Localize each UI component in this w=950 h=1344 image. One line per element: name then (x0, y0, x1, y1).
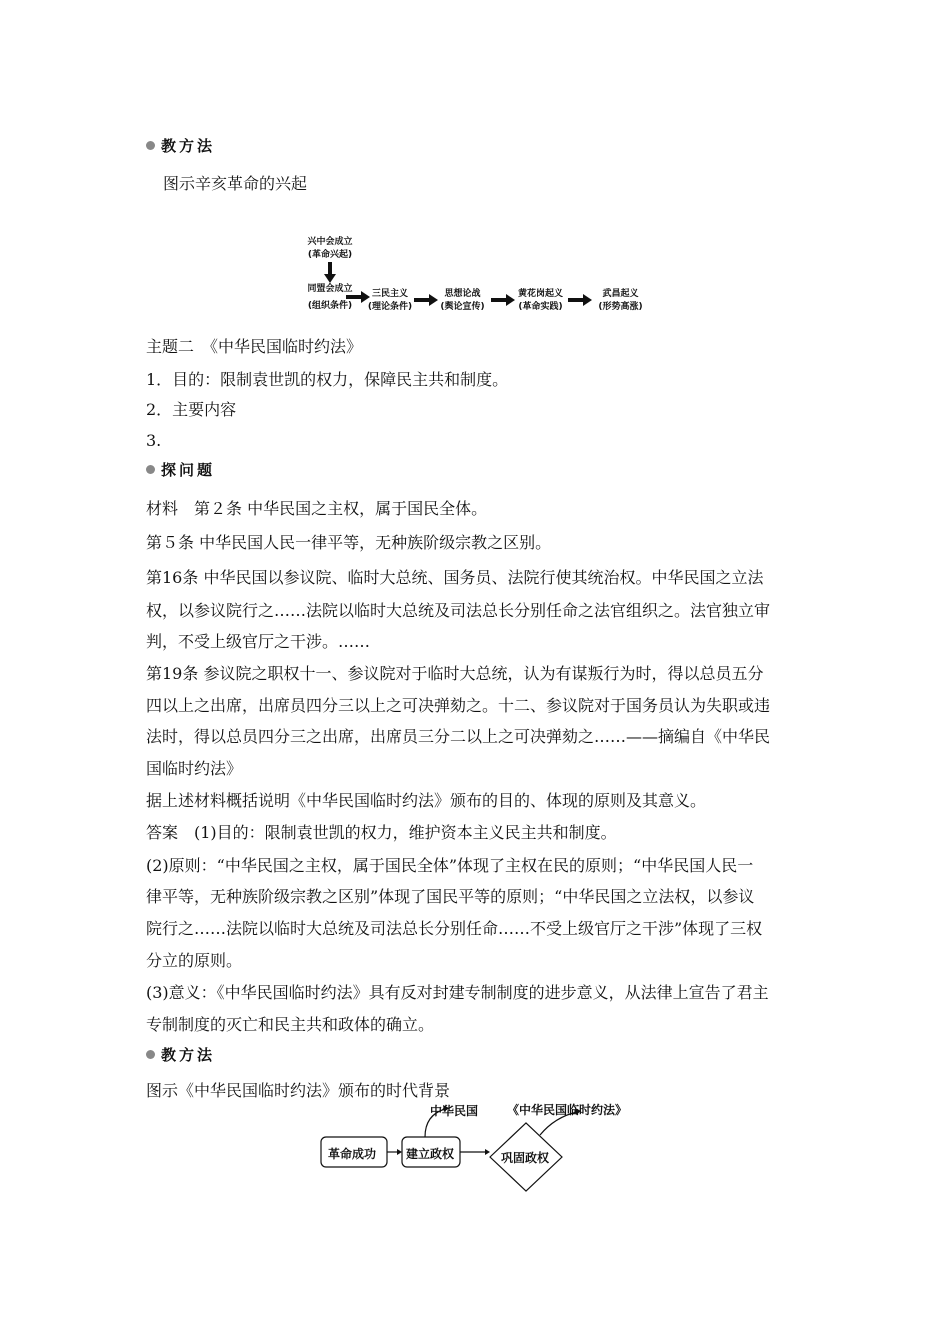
text-line: 法时，得以总员四分三之出席，出席员三分二以上之可决弹劾之……——摘编自《中华民 (146, 727, 771, 746)
topic-item-3: 3. (146, 431, 162, 450)
answer-line: (3)意义：《中华民国临时约法》具有反对封建专制制度的进步意义，从法律上宣告了君主 (146, 983, 769, 1002)
diagram-intro: 图示《中华民国临时约法》颁布的时代背景 (146, 1081, 451, 1100)
topic-item-2: 2．主要内容 (146, 400, 237, 419)
label-republic-of-china: 中华民国 (430, 1104, 479, 1118)
label-revolution-success: 革命成功 (328, 1147, 377, 1161)
answer-line: (2)原则：“中华民国之主权，属于国民全体”体现了主权在民的原则；“中华民国人民一 (146, 856, 754, 875)
flow-step-3: 思想论战 (舆论宣传) (440, 289, 485, 312)
answer-line: 律平等，无种族阶级宗教之区别”体现了国民平等的原则；“中华民国之立法权，以参议 (146, 887, 755, 906)
answer-line: 分立的原则。 (146, 951, 243, 970)
text-line: 国临时约法》 (146, 759, 243, 778)
label-establish-regime: 建立政权 (406, 1147, 455, 1161)
section-heading: 探问题 (146, 459, 215, 480)
flow-top-node: 兴中会成立 (革命兴起) (307, 237, 353, 260)
section-heading: 教方法 (146, 135, 215, 156)
text-line: 据上述材料概括说明《中华民国临时约法》颁布的目的、体现的原则及其意义。 (146, 791, 707, 810)
flow-step-2: 三民主义 (理论条件) (367, 289, 413, 312)
text-line: 第19条 参议院之职权十一、参议院对于临时大总统，认为有谋叛行为时，得以总员五分 (146, 664, 764, 683)
arrow-down-head-icon (324, 274, 336, 283)
section-heading: 教方法 (146, 1044, 215, 1065)
text-line: 权，以参议院行之……法院以临时大总统及司法总长分别任命之法官组织之。法官独立审 (146, 601, 771, 620)
answer-line: 答案 (1)目的：限制袁世凯的权力，维护资本主义民主共和制度。 (146, 823, 617, 842)
topic-item-1: 1．目的：限制袁世凯的权力，保障民主共和制度。 (146, 370, 509, 389)
flow-step-1: 同盟会成立 (组织条件) (307, 284, 353, 311)
text-line: 四以上之出席，出席员四分三以上之可决弹劾之。十二、参议院对于国务员认为失职或违 (146, 696, 771, 715)
flow-step-4: 黄花岗起义 (革命实践) (517, 289, 563, 312)
text-line: 判，不受上级官厅之干涉。…… (146, 632, 371, 651)
diagram-intro: 图示辛亥革命的兴起 (163, 174, 308, 193)
flow-arrows (280, 230, 680, 320)
text-line: 第５条 中华民国人民一律平等，无种族阶级宗教之区别。 (146, 533, 552, 552)
bullet-dot-icon (146, 465, 155, 474)
bullet-dot-icon (146, 1050, 155, 1059)
answer-line: 专制制度的灭亡和民主共和政体的确立。 (146, 1015, 435, 1034)
flow-step-5: 武昌起义 (形势高涨) (598, 289, 643, 312)
text-line: 第16条 中华民国以参议院、临时大总统、国务员、法院行使其统治权。中华民国之立法 (146, 568, 764, 587)
topic-title: 主题二 《中华民国临时约法》 (146, 337, 363, 356)
label-consolidate-regime: 巩固政权 (501, 1151, 550, 1165)
answer-line: 院行之……法院以临时大总统及司法总长分别任命……不受上级官厅之干涉”体现了三权 (146, 919, 763, 938)
label-provisional-constitution: 《中华民国临时约法》 (507, 1103, 628, 1117)
bullet-dot-icon (146, 141, 155, 150)
text-line: 材料 第２条 中华民国之主权，属于国民全体。 (146, 499, 488, 518)
